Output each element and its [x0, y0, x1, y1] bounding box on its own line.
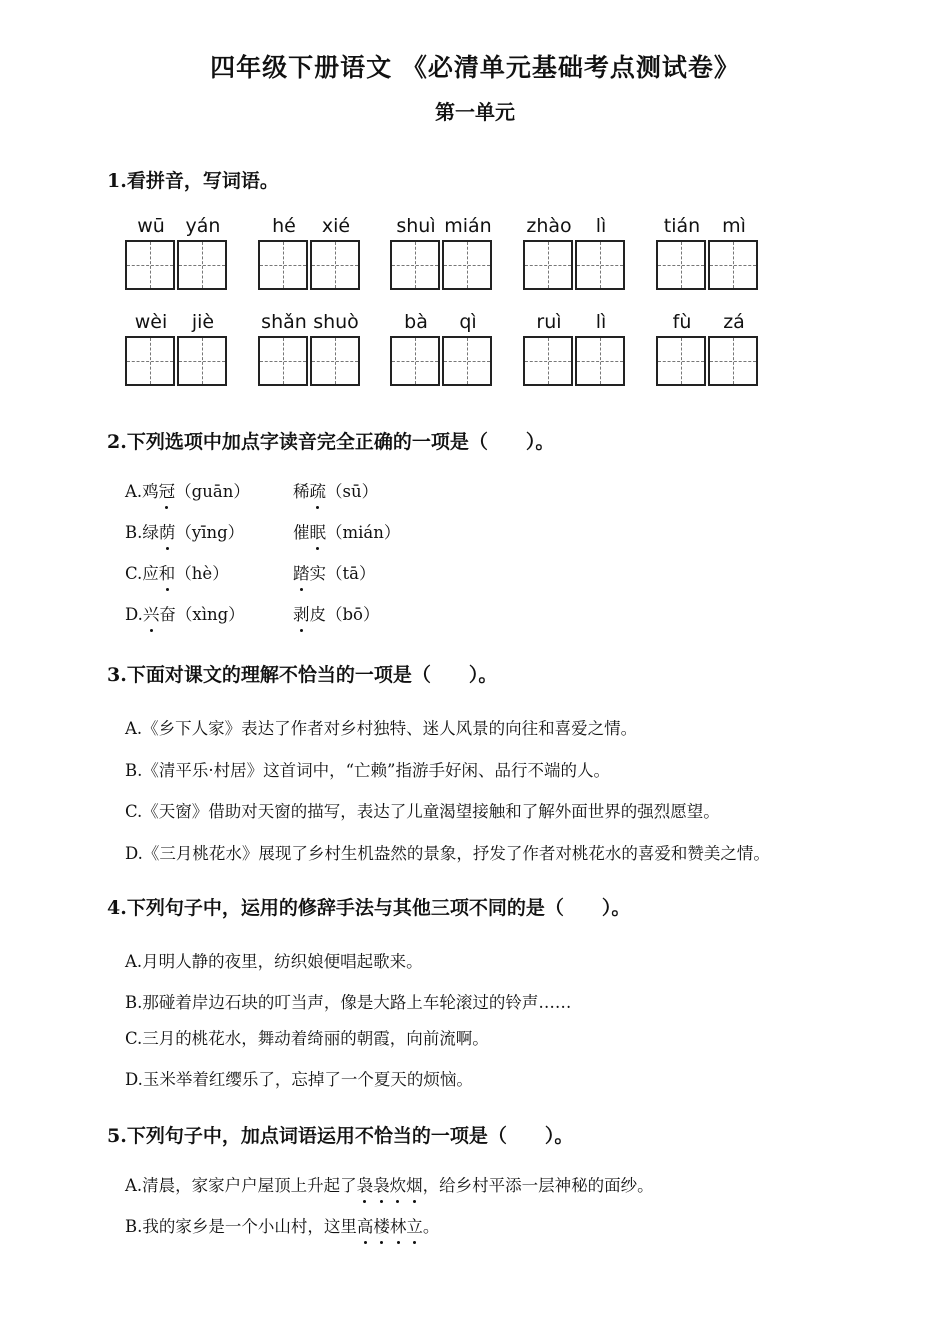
pinyin-syllable: jiè: [191, 311, 215, 333]
q3-option-c: C.《天窗》借助对天窗的描写，表达了儿童渴望接触和了解外面世界的强烈愿望。: [125, 802, 720, 821]
pinyin-syllable: xié: [321, 215, 351, 237]
emphasis-dot-char: 疏: [310, 478, 327, 502]
pinyin-syllable: shuì: [396, 215, 436, 237]
tianzige-writing-box[interactable]: [125, 336, 175, 386]
pinyin-syllable: mì: [722, 215, 746, 237]
emphasis-dot-char: 眠: [310, 519, 327, 543]
pinyin-syllable: qì: [459, 311, 477, 333]
emphasis-dot-char: 炊: [390, 1172, 407, 1196]
emphasis-dot-char: 袅: [357, 1172, 374, 1196]
pinyin-word-group: [258, 311, 362, 406]
emphasis-dot-char: 冠: [159, 478, 176, 502]
q5-option-a: A.清晨，家家户户屋顶上升起了袅袅炊烟，给乡村平添一层神秘的面纱。: [125, 1172, 654, 1196]
pinyin-syllable: zhào: [526, 215, 572, 237]
emphasis-dot-char: 袅: [373, 1172, 390, 1196]
emphasis-dot-char: 荫: [159, 519, 176, 543]
pinyin-word-group: [258, 215, 362, 310]
pinyin-syllable: hé: [272, 215, 296, 237]
tianzige-writing-box[interactable]: [523, 336, 573, 386]
q3-option-a: A.《乡下人家》表达了作者对乡村独特、迷人风景的向往和喜爱之情。: [125, 719, 638, 738]
pinyin-word-group: [125, 215, 229, 310]
tianzige-writing-box[interactable]: [258, 336, 308, 386]
pinyin-word-group: [390, 215, 494, 310]
q3-option-b: B.《清平乐·村居》这首词中，“亡赖”指游手好闲、品行不端的人。: [125, 761, 610, 780]
pinyin-syllable: shuò: [313, 311, 359, 333]
pinyin-syllable: lì: [595, 311, 607, 333]
pinyin-syllable: lì: [595, 215, 607, 237]
q5-option-b: B.我的家乡是一个小山村，这里高楼林立。: [125, 1213, 439, 1237]
q2-option-d-right: 剥皮（bō）: [293, 601, 380, 625]
tianzige-writing-box[interactable]: [310, 336, 360, 386]
emphasis-dot-char: 剥: [293, 601, 310, 625]
tianzige-writing-box[interactable]: [125, 240, 175, 290]
emphasis-dot-char: 踏: [293, 560, 310, 584]
tianzige-writing-box[interactable]: [656, 336, 706, 386]
tianzige-writing-box[interactable]: [575, 240, 625, 290]
emphasis-dot-char: 和: [159, 560, 176, 584]
unit-subtitle: 第一单元: [435, 100, 515, 124]
question-5-prompt: 5.下列句子中，加点词语运用不恰当的一项是（ ）。: [107, 1125, 574, 1147]
pinyin-syllable: wū: [137, 215, 165, 237]
q2-option-a-right: 稀疏（sū）: [293, 478, 378, 502]
q4-option-c: C.三月的桃花水，舞动着绮丽的朝霞，向前流啊。: [125, 1029, 489, 1048]
emphasis-dot-char: 立: [406, 1213, 423, 1237]
pinyin-word-group: [656, 311, 760, 406]
question-4-prompt: 4.下列句子中，运用的修辞手法与其他三项不同的是（ ）。: [107, 897, 631, 919]
tianzige-writing-box[interactable]: [390, 240, 440, 290]
pinyin-syllable: wèi: [134, 311, 168, 333]
q4-option-a: A.月明人静的夜里，纺织娘便唱起歌来。: [125, 952, 423, 971]
q4-option-b: B.那碰着岸边石块的叮当声，像是大路上车轮滚过的铃声……: [125, 993, 572, 1012]
q2-option-b-left: B.绿荫（yīng）: [125, 519, 244, 543]
emphasis-dot-char: 兴: [143, 601, 160, 625]
tianzige-writing-box[interactable]: [442, 336, 492, 386]
tianzige-writing-box[interactable]: [442, 240, 492, 290]
question-1-prompt: 1.看拼音，写词语。: [107, 170, 279, 192]
pinyin-syllable: shǎn: [261, 311, 307, 333]
pinyin-word-group: [125, 311, 229, 406]
question-2-prompt: 2.下列选项中加点字读音完全正确的一项是（ ）。: [107, 431, 555, 453]
pinyin-syllable: bà: [404, 311, 428, 333]
q2-option-c-right: 踏实（tā）: [293, 560, 375, 584]
pinyin-syllable: ruì: [536, 311, 562, 333]
pinyin-word-group: [523, 311, 627, 406]
tianzige-writing-box[interactable]: [708, 336, 758, 386]
tianzige-writing-box[interactable]: [575, 336, 625, 386]
q4-option-d: D.玉米举着红缨乐了，忘掉了一个夏天的烦恼。: [125, 1070, 473, 1089]
tianzige-writing-box[interactable]: [390, 336, 440, 386]
page-title: 四年级下册语文 《必清单元基础考点测试卷》: [210, 53, 740, 82]
tianzige-writing-box[interactable]: [523, 240, 573, 290]
tianzige-writing-box[interactable]: [656, 240, 706, 290]
emphasis-dot-char: 林: [390, 1213, 407, 1237]
tianzige-writing-box[interactable]: [258, 240, 308, 290]
pinyin-syllable: mián: [444, 215, 492, 237]
tianzige-writing-box[interactable]: [177, 240, 227, 290]
pinyin-word-group: [390, 311, 494, 406]
emphasis-dot-char: 楼: [373, 1213, 390, 1237]
question-3-prompt: 3.下面对课文的理解不恰当的一项是（ ）。: [107, 664, 498, 686]
tianzige-writing-box[interactable]: [708, 240, 758, 290]
q3-option-d: D.《三月桃花水》展现了乡村生机盎然的景象，抒发了作者对桃花水的喜爱和赞美之情。: [125, 844, 770, 863]
q2-option-a-left: A.鸡冠（guān）: [125, 478, 250, 502]
pinyin-syllable: zá: [723, 311, 745, 333]
pinyin-syllable: yán: [185, 215, 221, 237]
pinyin-syllable: tián: [663, 215, 701, 237]
q2-option-b-right: 催眠（mián）: [293, 519, 400, 543]
tianzige-writing-box[interactable]: [177, 336, 227, 386]
pinyin-syllable: fù: [672, 311, 692, 333]
tianzige-writing-box[interactable]: [310, 240, 360, 290]
pinyin-word-group: [523, 215, 627, 310]
q2-option-d-left: D.兴奋（xìng）: [125, 601, 245, 625]
emphasis-dot-char: 烟: [406, 1172, 423, 1196]
q2-option-c-left: C.应和（hè）: [125, 560, 229, 584]
emphasis-dot-char: 高: [357, 1213, 374, 1237]
pinyin-word-group: [656, 215, 760, 310]
